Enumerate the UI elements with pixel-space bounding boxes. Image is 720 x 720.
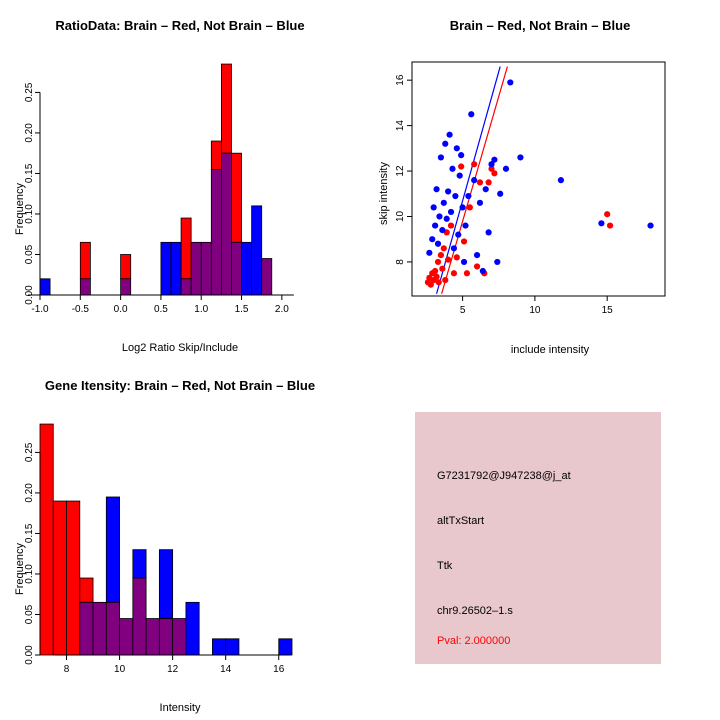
svg-text:0.25: 0.25 (24, 442, 35, 463)
info-line-event-type: altTxStart (437, 515, 485, 527)
svg-text:16: 16 (395, 74, 406, 86)
svg-text:0.5: 0.5 (153, 304, 168, 315)
svg-text:0.00: 0.00 (24, 285, 35, 305)
svg-text:-0.5: -0.5 (71, 304, 89, 315)
scatter-xlabel: include intensity (510, 344, 590, 356)
svg-text:12: 12 (395, 165, 406, 177)
svg-text:0.20: 0.20 (24, 483, 35, 503)
svg-text:0.25: 0.25 (24, 82, 35, 103)
svg-text:1.0: 1.0 (194, 304, 209, 315)
svg-text:-1.0: -1.0 (31, 304, 49, 315)
panel-scatter (360, 0, 720, 360)
svg-text:10: 10 (529, 305, 541, 316)
ratio-hist-plot (0, 0, 360, 360)
svg-text:16: 16 (273, 664, 285, 675)
info-line-probeset: G7231792@J947238@j_at (437, 470, 571, 482)
svg-text:1.5: 1.5 (234, 304, 249, 315)
svg-text:0.05: 0.05 (24, 244, 35, 265)
gene-hist-title: Gene Itensity: Brain – Red, Not Brain – Blue (44, 378, 316, 393)
gene-hist-plot (0, 360, 360, 720)
svg-text:0.10: 0.10 (24, 564, 35, 584)
panel-gene-histogram (0, 360, 360, 720)
svg-text:15: 15 (601, 305, 613, 316)
svg-text:10: 10 (114, 664, 126, 675)
annotation-info-box (415, 412, 661, 664)
info-line-gene-symbol: Ttk (437, 560, 453, 572)
info-line-location: chr9.26502–1.s (437, 605, 513, 617)
gene-hist-xlabel: Intensity (159, 702, 201, 714)
svg-text:12: 12 (167, 664, 179, 675)
svg-text:8: 8 (63, 664, 70, 675)
svg-text:10: 10 (395, 210, 406, 223)
ratio-hist-title: RatioData: Brain – Red, Not Brain – Blue (55, 18, 305, 33)
svg-text:0.0: 0.0 (113, 304, 128, 315)
svg-text:0.15: 0.15 (24, 523, 35, 544)
svg-text:0.00: 0.00 (24, 645, 35, 665)
ratio-hist-ylabel: Frequency (14, 183, 26, 235)
svg-text:8: 8 (395, 259, 406, 265)
scatter-ylabel: skip intensity (378, 162, 390, 225)
ratio-hist-xlabel: Log2 Ratio Skip/Include (121, 342, 239, 354)
svg-text:2.0: 2.0 (274, 304, 289, 315)
scatter-plot (360, 0, 720, 360)
svg-text:0.10: 0.10 (24, 204, 35, 224)
svg-text:0.15: 0.15 (24, 163, 35, 184)
gene-hist-ylabel: Frequency (14, 543, 26, 595)
svg-text:14: 14 (395, 120, 406, 132)
panel-ratio-histogram (0, 0, 360, 360)
svg-text:0.05: 0.05 (24, 604, 35, 625)
info-line-pval: Pval: 2.000000 (437, 635, 511, 647)
svg-text:0.20: 0.20 (24, 123, 35, 143)
scatter-title: Brain – Red, Not Brain – Blue (449, 18, 631, 33)
svg-text:14: 14 (220, 664, 232, 675)
svg-text:5: 5 (459, 305, 466, 316)
